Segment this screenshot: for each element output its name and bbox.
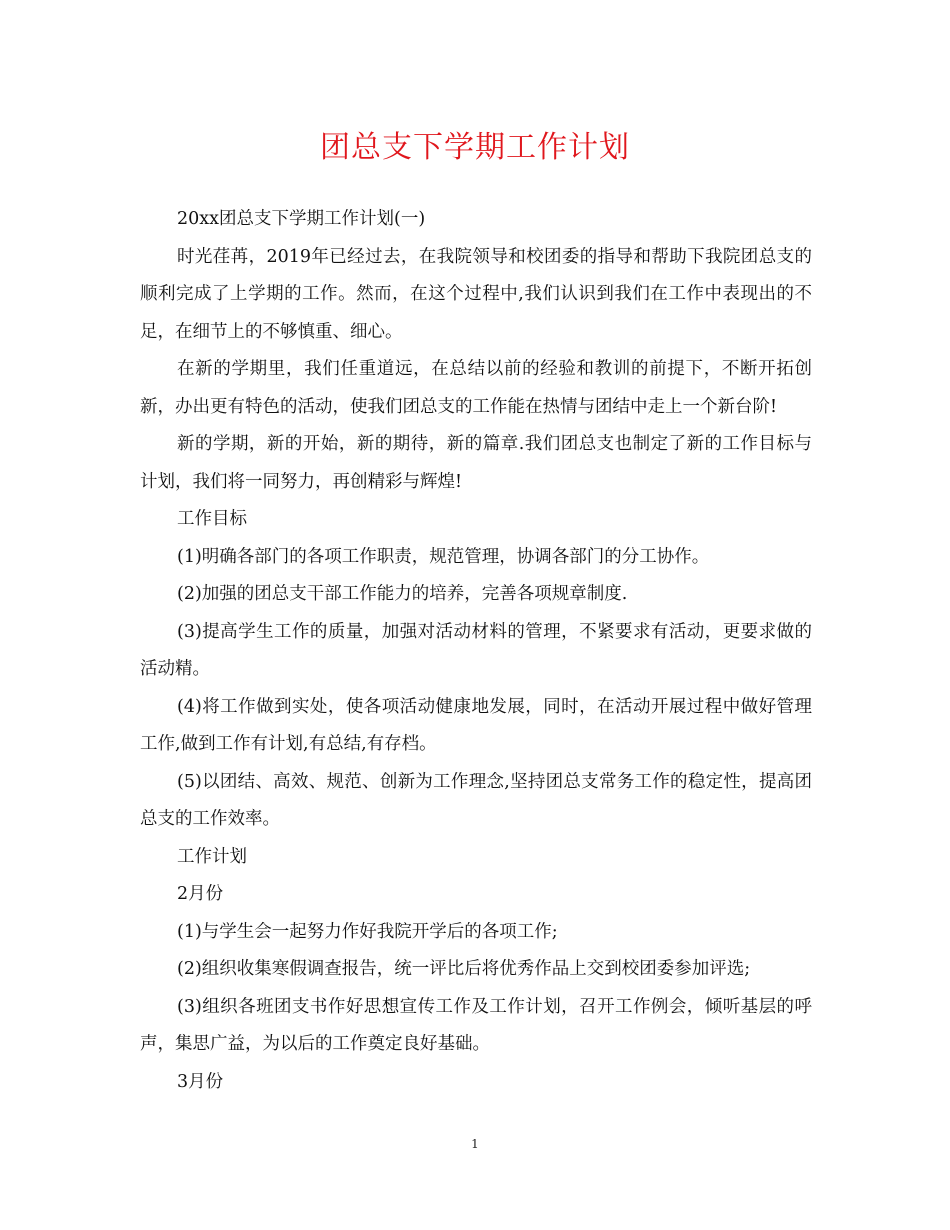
section-heading-plan: 工作计划: [177, 846, 247, 867]
month-heading: 2月份: [177, 884, 224, 904]
goal-item: (3)提高学生工作的质量，加强对活动材料的管理，不紧要求有活动，更要求做的活动精。: [140, 621, 812, 679]
document-title: 团总支下学期工作计划: [320, 130, 630, 165]
goal-item: (4)将工作做到实处，使各项活动健康地发展，同时，在活动开展过程中做好管理工作,做到工作有计划,有总结,有存档。: [140, 696, 812, 754]
goal-item: (1)明确各部门的各项工作职责，规范管理，协调各部门的分工协作。: [177, 546, 710, 567]
plan-item: (1)与学生会一起努力作好我院开学后的各项工作;: [177, 921, 558, 942]
subtitle-paragraph: 20xx团总支下学期工作计划(一): [177, 209, 426, 229]
goal-item: (2)加强的团总支干部工作能力的培养，完善各项规章制度.: [177, 584, 628, 604]
goals-intro-paragraph: 新的学期，新的开始，新的期待，新的篇章.我们团总支也制定了新的工作目标与计划，我们将一同努力，再创精彩与辉煌!: [140, 434, 812, 492]
month-heading: 3月份: [177, 1071, 224, 1092]
document-body: [140, 201, 812, 1101]
goal-item: (5)以团结、高效、规范、创新为工作理念,坚持团总支常务工作的稳定性，提高团总支的工作效率。: [140, 771, 812, 829]
intro-paragraph: 时光荏苒，2019年已经过去，在我院领导和校团委的指导和帮助下我院团总支的顺利完成了上学期的工作。然而，在这个过程中,我们认识到我们在工作中表现出的不足，在细节上的不够慎重、细心。: [140, 246, 812, 342]
new-semester-paragraph: 在新的学期里，我们任重道远，在总结以前的经验和教训的前提下，不断开拓创新，办出更有特色的活动，使我们团总支的工作能在热情与团结中走上一个新台阶!: [140, 359, 812, 417]
plan-item: (3)组织各班团支书作好思想宣传工作及工作计划，召开工作例会，倾听基层的呼声，集思广益，为以后的工作奠定良好基础。: [140, 996, 812, 1054]
section-heading-goals: 工作目标: [177, 509, 247, 529]
plan-item: (2)组织收集寒假调查报告，统一评比后将优秀作品上交到校团委参加评选;: [177, 959, 751, 979]
page-number: 1: [471, 1137, 479, 1151]
